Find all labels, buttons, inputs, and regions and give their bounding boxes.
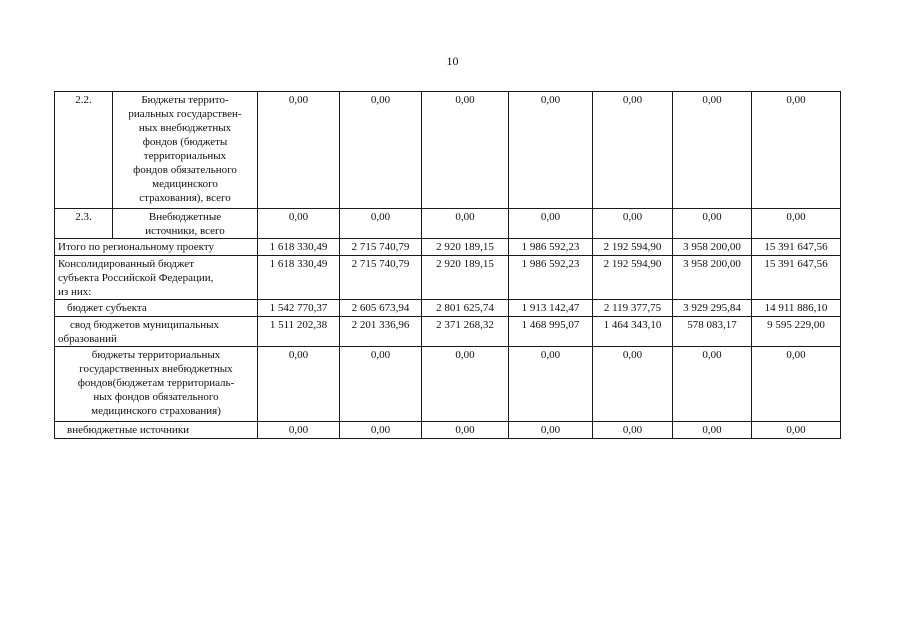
row-label: Итого по региональному проекту — [55, 239, 258, 256]
value-cell: 0,00 — [593, 347, 673, 422]
value-cell: 0,00 — [509, 347, 593, 422]
value-cell: 0,00 — [593, 209, 673, 239]
value-cell: 0,00 — [340, 209, 422, 239]
value-cell: 1 511 202,38 — [258, 317, 340, 347]
value-cell: 0,00 — [340, 347, 422, 422]
value-cell: 0,00 — [593, 92, 673, 209]
value-cell: 2 192 594,90 — [593, 239, 673, 256]
value-cell: 2 605 673,94 — [340, 300, 422, 317]
table-row — [55, 256, 841, 300]
row-label: Бюджеты террито- риальных государствен- ных внебюджетных фондов (бюджеты территориальных фондов обязательного медицинского страхования), всего — [113, 92, 258, 209]
value-cell: 0,00 — [509, 92, 593, 209]
value-cell: 1 468 995,07 — [509, 317, 593, 347]
value-cell: 1 913 142,47 — [509, 300, 593, 317]
value-cell: 1 464 343,10 — [593, 317, 673, 347]
row-label: свод бюджетов муниципальных образований — [55, 317, 258, 347]
table-row — [55, 300, 841, 317]
value-cell: 0,00 — [673, 209, 752, 239]
value-cell: 0,00 — [340, 422, 422, 439]
value-cell: 0,00 — [752, 209, 841, 239]
value-cell: 0,00 — [258, 347, 340, 422]
value-cell: 0,00 — [509, 209, 593, 239]
value-cell: 0,00 — [422, 209, 509, 239]
row-label: Внебюджетные источники, всего — [113, 209, 258, 239]
budget-table — [54, 91, 841, 439]
value-cell: 0,00 — [258, 92, 340, 209]
value-cell: 2 715 740,79 — [340, 239, 422, 256]
table-row — [55, 422, 841, 439]
row-label: бюджет субъекта — [55, 300, 258, 317]
row-code: 2.2. — [55, 92, 113, 209]
row-label: внебюджетные источники — [55, 422, 258, 439]
value-cell: 15 391 647,56 — [752, 256, 841, 300]
value-cell: 1 618 330,49 — [258, 239, 340, 256]
row-label: Консолидированный бюджет субъекта Российской Федерации, из них: — [55, 256, 258, 300]
value-cell: 1 542 770,37 — [258, 300, 340, 317]
value-cell: 1 618 330,49 — [258, 256, 340, 300]
value-cell: 0,00 — [752, 347, 841, 422]
value-cell: 9 595 229,00 — [752, 317, 841, 347]
value-cell: 1 986 592,23 — [509, 256, 593, 300]
row-code: 2.3. — [55, 209, 113, 239]
table-row — [55, 239, 841, 256]
value-cell: 0,00 — [673, 92, 752, 209]
value-cell: 0,00 — [509, 422, 593, 439]
value-cell: 2 371 268,32 — [422, 317, 509, 347]
value-cell: 0,00 — [422, 347, 509, 422]
value-cell: 0,00 — [422, 92, 509, 209]
value-cell: 2 801 625,74 — [422, 300, 509, 317]
value-cell: 14 911 886,10 — [752, 300, 841, 317]
value-cell: 3 958 200,00 — [673, 239, 752, 256]
value-cell: 0,00 — [593, 422, 673, 439]
table-row — [55, 347, 841, 422]
row-label: бюджеты территориальных государственных внебюджетных фондов(бюджетам территориаль- ных фондов обязательного медицинского страхования) — [55, 347, 258, 422]
value-cell: 0,00 — [752, 422, 841, 439]
table-row — [55, 92, 841, 209]
value-cell: 0,00 — [340, 92, 422, 209]
value-cell: 2 920 189,15 — [422, 239, 509, 256]
value-cell: 0,00 — [673, 422, 752, 439]
value-cell: 2 201 336,96 — [340, 317, 422, 347]
value-cell: 1 986 592,23 — [509, 239, 593, 256]
value-cell: 0,00 — [258, 422, 340, 439]
table-row — [55, 317, 841, 347]
value-cell: 0,00 — [752, 92, 841, 209]
value-cell: 0,00 — [673, 347, 752, 422]
value-cell: 578 083,17 — [673, 317, 752, 347]
value-cell: 2 119 377,75 — [593, 300, 673, 317]
value-cell: 2 715 740,79 — [340, 256, 422, 300]
value-cell: 15 391 647,56 — [752, 239, 841, 256]
value-cell: 3 929 295,84 — [673, 300, 752, 317]
value-cell: 3 958 200,00 — [673, 256, 752, 300]
value-cell: 0,00 — [422, 422, 509, 439]
table-row — [55, 209, 841, 239]
value-cell: 0,00 — [258, 209, 340, 239]
page-number: 10 — [446, 54, 459, 68]
value-cell: 2 192 594,90 — [593, 256, 673, 300]
value-cell: 2 920 189,15 — [422, 256, 509, 300]
